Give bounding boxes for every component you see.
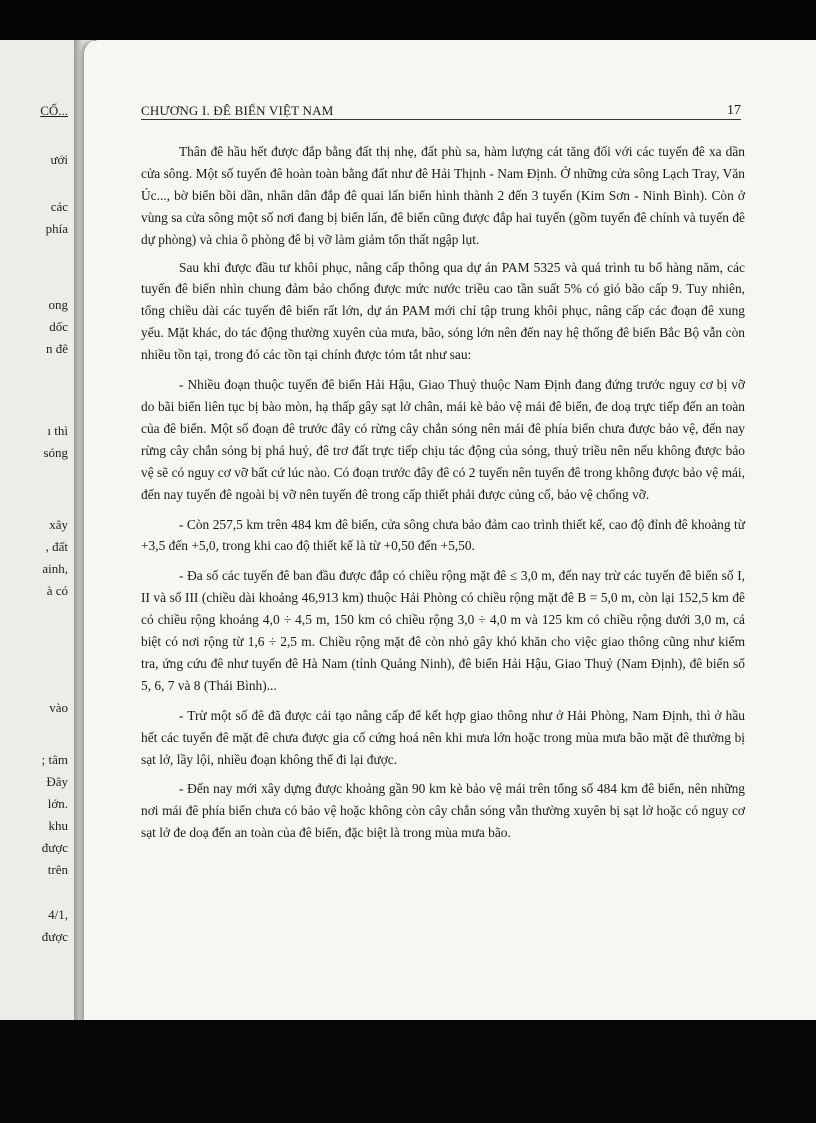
left-page-fragment: xây <box>49 517 68 532</box>
left-page-fragment: ; tâm <box>41 752 68 767</box>
paragraph: - Còn 257,5 km trên 484 km đê biển, cửa sông chưa bảo đảm cao trình thiết kế, cao độ đỉnh đê khoảng từ +3,5 đến +5,0, trong khi cao độ thiết kế là từ +0,50 đến +5,50. <box>141 516 745 554</box>
paragraph: Sau khi được đầu tư khôi phục, nâng cấp thông qua dự án PAM 5325 và quá trình tu bổ hàng năm, các tuyến đê biển nhìn chung đảm bảo chống được mức nước triều cao tần suất 5% có gió bão cấp 9. Tuy nhiên, tổng chiều dài các tuyến đê biển rất lớn, dự án PAM mới chỉ tập trung khôi phục, nâng cấp các đoạn đê xung yếu. Mặt khác, do tác động thường xuyên của mưa, bão, sóng lớn nên đến nay hệ thống đê biển Bắc Bộ vẫn còn nhiều tồn tại, trong đó các tồn tại chính được tóm tắt như sau: <box>141 259 745 363</box>
left-page-fragment: , đất <box>45 539 68 554</box>
chapter-title: CHƯƠNG I. ĐÊ BIỂN VIỆT NAM <box>141 103 334 118</box>
left-page-fragment: ı thì <box>47 423 68 438</box>
left-page-fragment: ong <box>48 297 68 312</box>
left-page-fragment: trên <box>47 862 68 877</box>
paragraph: - Đến nay mới xây dựng được khoảng gần 90 km kè bảo vệ mái trên tổng số 484 km đê biển, nên những nơi mái đê phía biển chưa có bảo vệ hoặc không còn cây chắn sóng vẫn thường xuyên bị sạt lở hoặc có nguy cơ sạt lở đe doạ đến an toàn của đê biển, đặc biệt là trong mùa mưa bão. <box>141 781 745 841</box>
book-page <box>84 40 816 1022</box>
left-page-fragment: được <box>41 840 68 855</box>
body-text <box>141 141 745 852</box>
paragraph: - Nhiều đoạn thuộc tuyến đê biển Hải Hậu, Giao Thuỷ thuộc Nam Định đang đứng trước nguy cơ bị vỡ do bãi biển liên tục bị bào mòn, hạ thấp gây sạt lở chân, mái kè bảo vệ mái đê biển, đe doạ trực tiếp đến an toàn của đê biển. Một số đoạn đê trước đây có rừng cây chắn sóng nên mái đê phía biển chưa được bảo vệ, đến nay rừng cây chắn sóng bị phá huỷ, đê trơ đất trực tiếp chịu tác động của sóng, thuỷ triều nên nếu không được bảo vệ sẽ có nguy cơ vỡ bất cứ lúc nào. Có đoạn trước đây đê có 2 tuyến nên tuyến đê trong không được bảo vệ mái, đến nay tuyến đê ngoài bị vỡ nên tuyến đê trong cấp thiết phải được củng cố, bảo vệ chống vỡ. <box>141 377 745 502</box>
left-page-edge <box>0 40 74 1030</box>
left-page-fragment: ưới <box>50 152 68 167</box>
left-page-fragment: khu <box>48 818 68 833</box>
left-page-fragment: sóng <box>43 445 68 460</box>
paragraph: - Đa số các tuyến đê ban đầu được đắp có chiều rộng mặt đê ≤ 3,0 m, đến nay trừ các tuyến đê biển số I, II và số III (chiều dài khoảng 46,913 km) thuộc Hải Phòng có chiều rộng mặt đê B = 5,0 m, còn lại 152,5 km đê có chiều rộng khoảng 4,0 ÷ 4,5 m, 150 km có chiều rộng 3,0 ÷ 4,0 m và 125 km có chiều rộng dưới 3,0 m, cá biệt có nơi rộng từ 1,6 ÷ 2,5 m. Chiều rộng mặt đê còn nhỏ gây khó khăn cho việc giao thông cũng như kiểm tra, ứng cứu đê như tuyến đê Hà Nam (tỉnh Quảng Ninh), đê biển Hải Hậu, Giao Thuỷ (Nam Định), đê biển số 5, 6, 7 và 8 (Thái Bình)... <box>141 568 745 693</box>
left-page-fragment: được <box>41 929 68 944</box>
left-page-fragment: dốc <box>49 319 68 334</box>
left-page-fragment: ainh, <box>42 561 68 576</box>
left-page-fragment: 4/1, <box>48 907 68 922</box>
running-header <box>141 97 741 120</box>
paragraph: - Trừ một số đê đã được cải tạo nâng cấp để kết hợp giao thông như ở Hải Phòng, Nam Định, thì ở hầu hết các tuyến đê mặt đê chưa được gia cố cứng hoá nên khi mưa lớn hoặc trong mùa mưa bão mặt đê thường bị sạt lở, lầy lội, nhiều đoạn không thể đi lại được. <box>141 707 745 767</box>
left-page-fragment: à có <box>46 583 68 598</box>
left-page-fragment: n đê <box>45 341 68 356</box>
left-page-fragment: các <box>50 199 68 214</box>
paragraph: Thân đê hầu hết được đắp bằng đất thị nhẹ, đất phù sa, hàm lượng cát tăng đối với các tuyến đê xa dần cửa sông. Một số tuyến đê hoàn toàn bằng đất như đê Hải Thịnh - Nam Định. Ở những cửa sông Lạch Tray, Văn Úc..., bờ biển bồi dần, nhân dân đắp đê quai lấn biển hình thành 2 đến 3 tuyến (Kim Sơn - Ninh Bình). Còn ở vùng sa cửa sông một số nơi đang bị biển lấn, đê biển cũng được đắp hai tuyến (gồm tuyến đê chính và tuyến đê dự phòng) và chia ô phòng đê bị vỡ làm giảm tổn thất ngập lụt. <box>141 144 745 247</box>
left-page-fragment: phía <box>45 221 68 236</box>
scan-border-top <box>0 0 816 44</box>
left-page-fragment: lớn. <box>47 796 68 811</box>
scan-border-bottom <box>0 1020 816 1123</box>
left-page-fragment: vào <box>49 700 68 715</box>
page-number: 17 <box>727 103 741 118</box>
left-page-fragment: CỐ... <box>40 103 68 118</box>
left-page-fragment: Đây <box>46 774 68 789</box>
